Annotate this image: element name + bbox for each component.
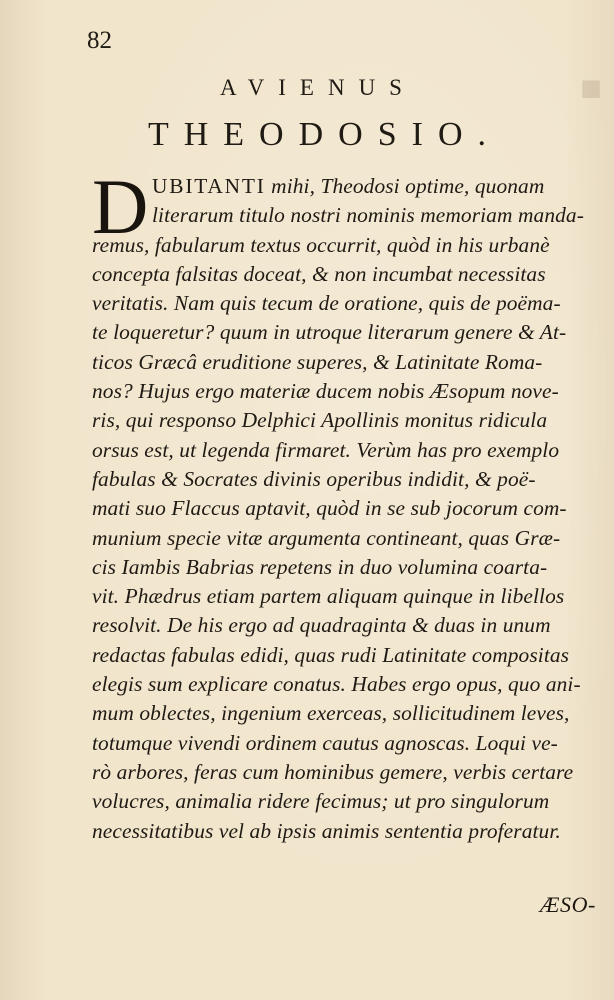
author-heading: AVIENUS	[220, 75, 416, 100]
text-line-2: literarum titulo nostri nominis memoriam manda-	[152, 203, 584, 228]
drop-cap-initial: D	[92, 163, 149, 250]
text-line-9: ris, qui responso Delphici Apollinis monitus ridicula	[92, 408, 548, 433]
dedication-text	[92, 163, 600, 846]
bleed-through-shadow: ■	[580, 68, 602, 108]
text-line-6: te loqueretur? quum in utroque literarum genere & At-	[92, 320, 567, 345]
text-line-11: fabulas & Socrates divinis operibus indidit, & poë-	[92, 466, 536, 491]
text-line-21: rò arbores, feras cum hominibus gemere, verbis certare	[92, 759, 574, 784]
text-line-17: redactas fabulas edidi, quas rudi Latinitate compositas	[92, 642, 570, 667]
catchword: ÆSO-	[539, 892, 596, 917]
text-line-3: remus, fabularum textus occurrit, quòd in his urbanè	[92, 232, 550, 257]
text-line-8: nos? Hujus ergo materiæ ducem nobis Æsopum nove-	[92, 379, 559, 404]
text-line-15: vit. Phædrus etiam partem aliquam quinque in libellos	[92, 584, 565, 609]
text-line-20: totumque vivendi ordinem cautus agnoscas. Loqui ve-	[92, 730, 558, 755]
opening-word: UBITANTI	[152, 174, 266, 198]
page-number: 82	[87, 27, 112, 54]
text-line-12: mati suo Flaccus aptavit, quòd in se sub jocorum com-	[92, 496, 567, 521]
text-line-19: mum oblectes, ingenium exerceas, sollicitudinem leves,	[92, 701, 570, 726]
text-line-1-content: mihi, Theodosi optime, quonam	[271, 174, 545, 198]
text-line-1	[92, 172, 600, 201]
text-line-16: resolvit. De his ergo ad quadraginta & duas in unum	[92, 613, 551, 638]
text-line-22: volucres, animalia ridere fecimus; ut pro singulorum	[92, 789, 550, 814]
text-line-10: orsus est, ut legenda firmaret. Verùm has pro exemplo	[92, 437, 560, 462]
text-line-13: munium specie vitæ argumenta contineant, quas Græ-	[92, 525, 561, 550]
text-line-23: necessitatibus vel ab ipsis animis sententia proferatur.	[92, 818, 561, 843]
recipient-heading: THEODOSIO.	[147, 116, 502, 153]
text-line-5: veritatis. Nam quis tecum de oratione, quis de poëma-	[92, 291, 561, 316]
text-line-18: elegis sum explicare conatus. Habes ergo opus, quo ani-	[92, 672, 581, 697]
text-line-14: cis Iambis Babrias repetens in duo volumina coarta-	[92, 554, 548, 579]
text-line-7: ticos Græcâ eruditione superes, & Latinitate Roma-	[92, 349, 543, 374]
text-line-4: concepta falsitas doceat, & non incumbat necessitas	[92, 261, 546, 286]
